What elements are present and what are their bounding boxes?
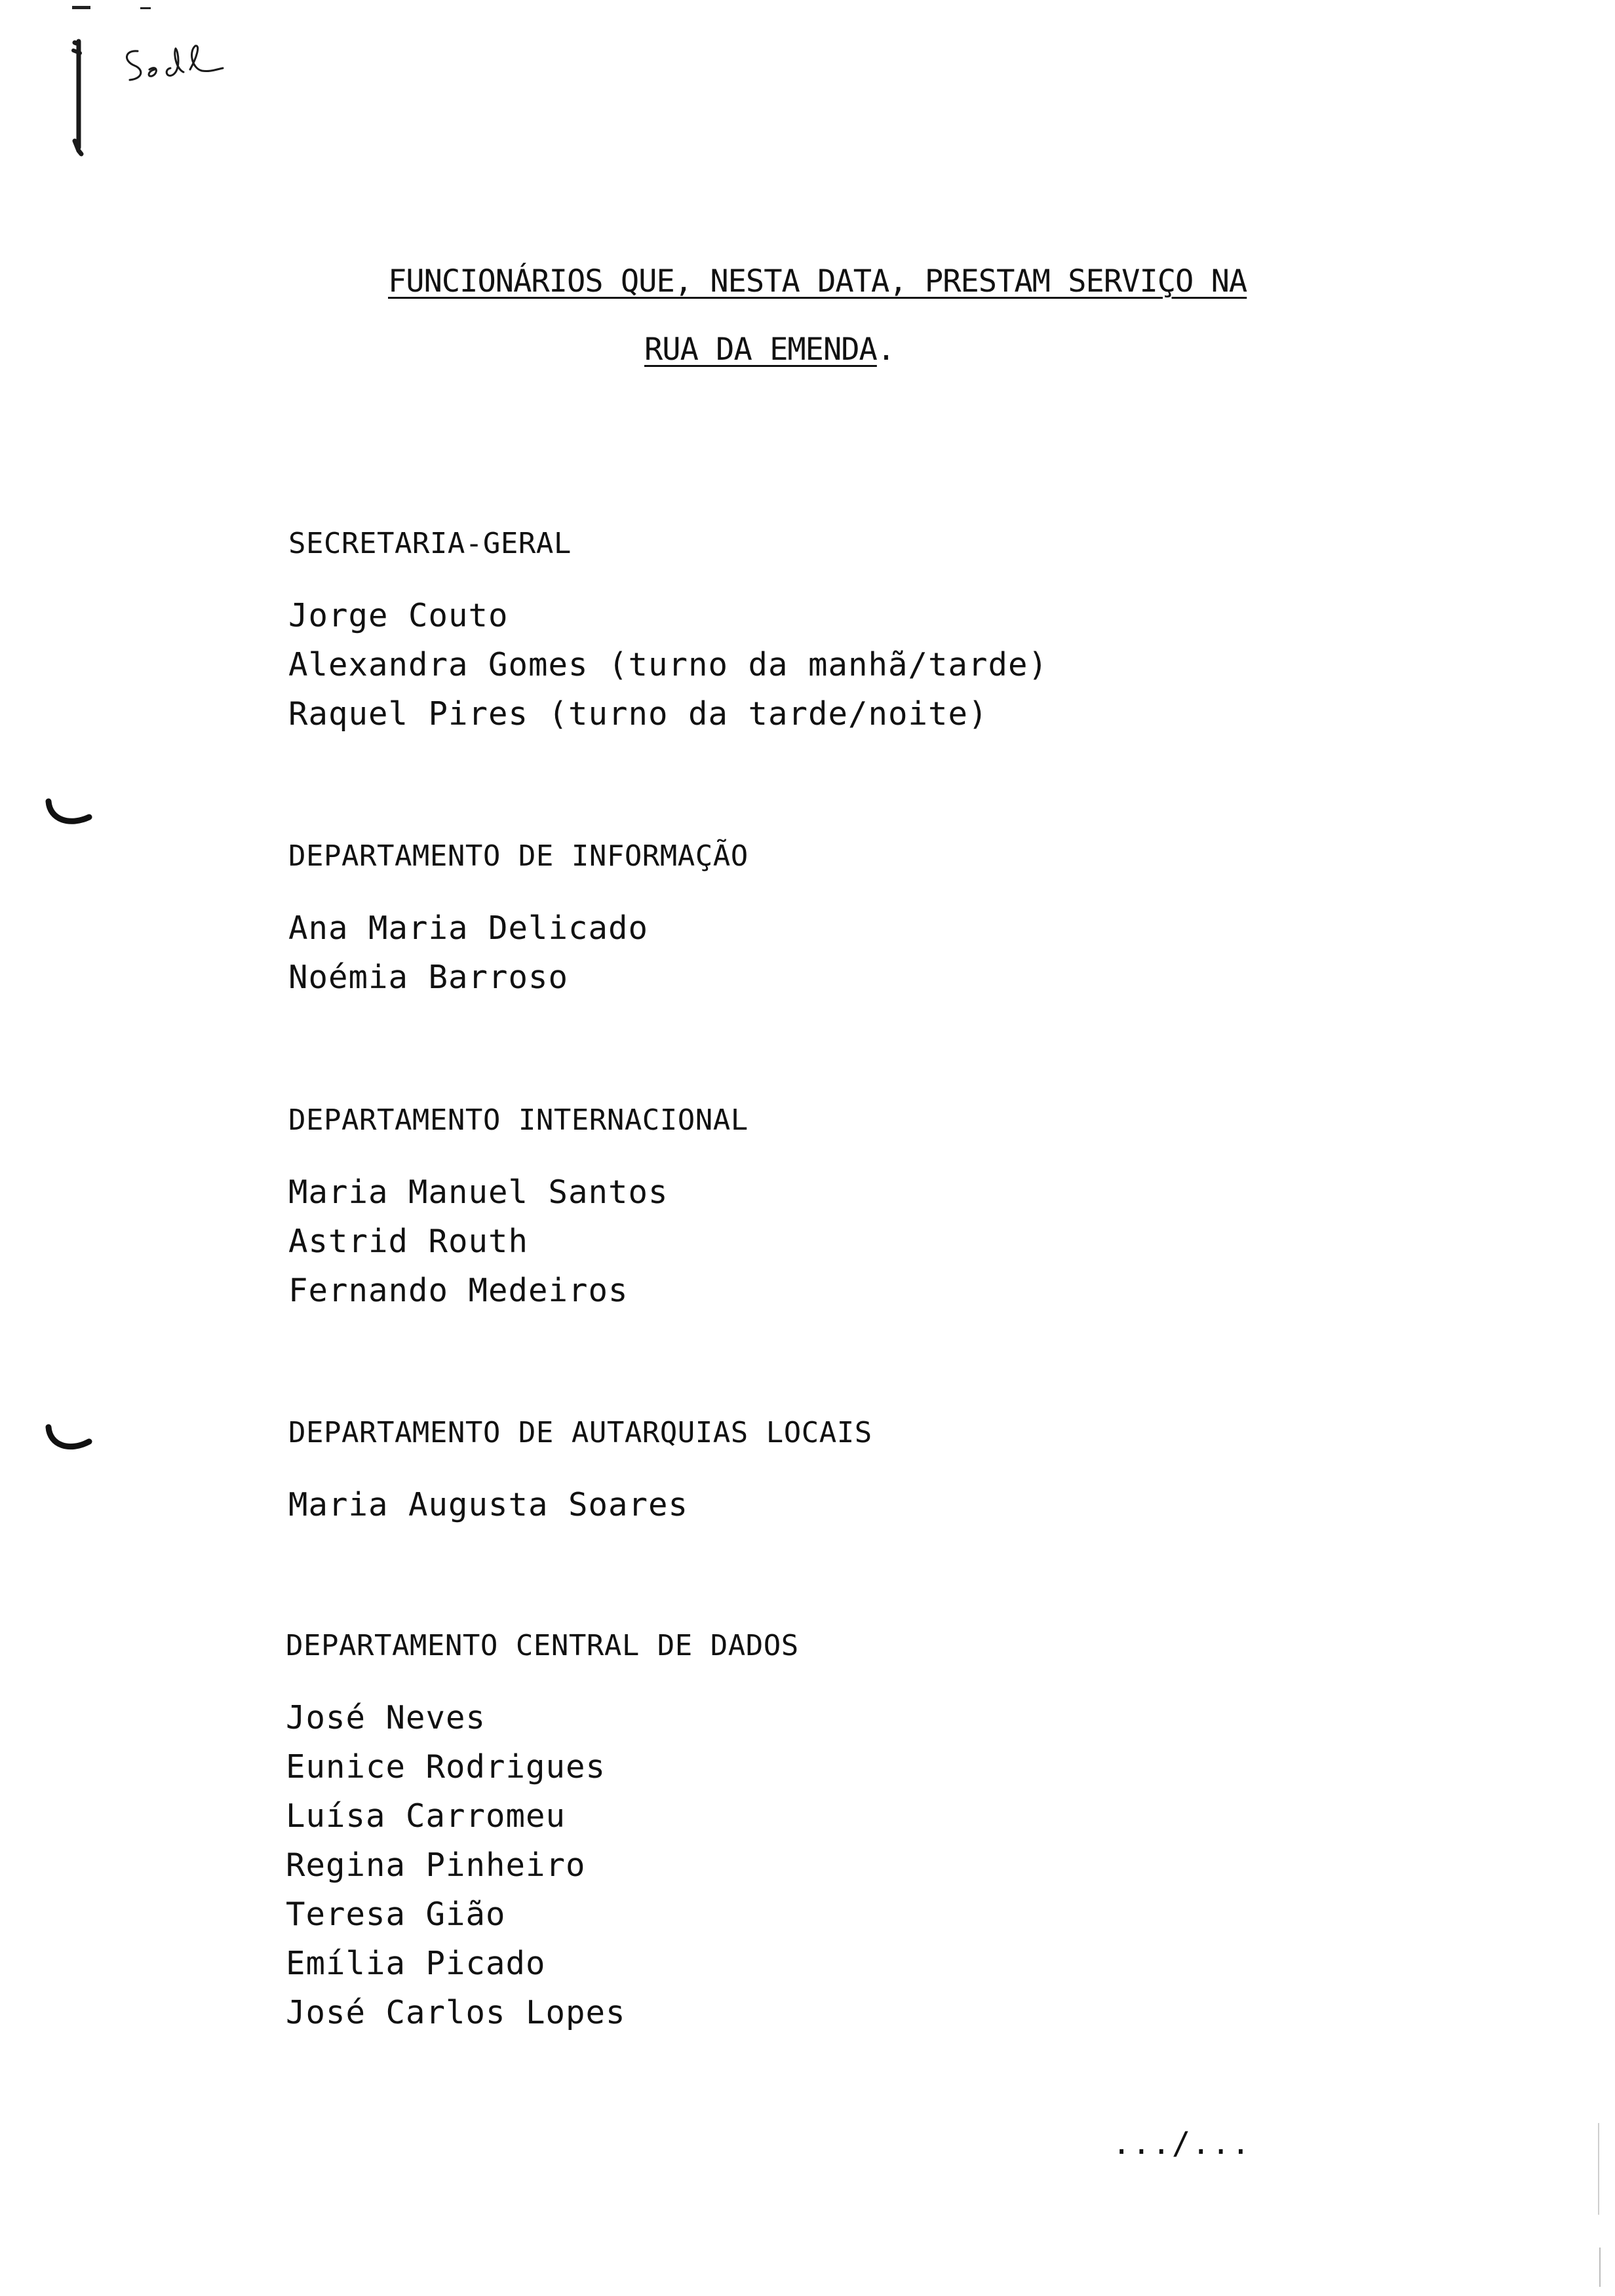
title-line-1-text: FUNCIONÁRIOS QUE, NESTA DATA, PRESTAM SERVIÇO NA bbox=[388, 263, 1247, 299]
staff-name: Ana Maria Delicado bbox=[288, 909, 649, 947]
staff-name: Luísa Carromeu bbox=[286, 1797, 566, 1835]
handwritten-tick-mark bbox=[43, 796, 96, 835]
section-departamento-informacao bbox=[288, 839, 749, 1002]
title-period: . bbox=[876, 332, 895, 368]
section-departamento-autarquias-locais bbox=[288, 1416, 872, 1529]
staff-name: Regina Pinheiro bbox=[286, 1846, 586, 1884]
page-continuation-marker: .../... bbox=[1112, 2126, 1252, 2162]
staff-name: José Neves bbox=[286, 1699, 486, 1736]
title-line-2-text: RUA DA EMENDA bbox=[644, 332, 877, 368]
staff-name: Raquel Pires (turno da tarde/noite) bbox=[288, 695, 988, 733]
section-heading: DEPARTAMENTO INTERNACIONAL bbox=[288, 1103, 749, 1137]
staff-name: Astrid Routh bbox=[288, 1223, 529, 1260]
section-departamento-internacional bbox=[288, 1103, 749, 1315]
staff-name: Eunice Rodrigues bbox=[286, 1748, 606, 1786]
document-title-line-2 bbox=[644, 332, 895, 368]
staff-name: Jorge Couto bbox=[288, 597, 509, 634]
staff-name: Fernando Medeiros bbox=[288, 1272, 629, 1309]
staff-name: Maria Manuel Santos bbox=[288, 1174, 669, 1211]
ink-dash-mark bbox=[72, 6, 90, 9]
handwritten-bracket-mark bbox=[66, 36, 92, 161]
document-title-line-1 bbox=[388, 263, 1247, 299]
staff-name: Emília Picado bbox=[286, 1945, 546, 1982]
section-heading: DEPARTAMENTO CENTRAL DE DADOS bbox=[286, 1629, 799, 1662]
section-heading: DEPARTAMENTO DE INFORMAÇÃO bbox=[288, 839, 749, 873]
ink-dash-mark bbox=[140, 7, 151, 9]
staff-name: Alexandra Gomes (turno da manhã/tarde) bbox=[288, 646, 1049, 683]
staff-name: Teresa Gião bbox=[286, 1896, 506, 1933]
handwritten-tick-mark bbox=[43, 1422, 96, 1461]
staff-name: Maria Augusta Soares bbox=[288, 1486, 689, 1523]
staff-name: Noémia Barroso bbox=[288, 959, 569, 996]
section-heading: SECRETARIA-GERAL bbox=[288, 527, 572, 560]
handwritten-signature bbox=[118, 31, 249, 97]
section-departamento-central-dados bbox=[286, 1629, 799, 2037]
scan-edge-line bbox=[1599, 2248, 1601, 2287]
section-heading: DEPARTAMENTO DE AUTARQUIAS LOCAIS bbox=[288, 1416, 872, 1449]
scan-edge-line bbox=[1598, 2123, 1599, 2215]
staff-name: José Carlos Lopes bbox=[286, 1994, 626, 2031]
section-secretaria-geral bbox=[288, 529, 1048, 738]
